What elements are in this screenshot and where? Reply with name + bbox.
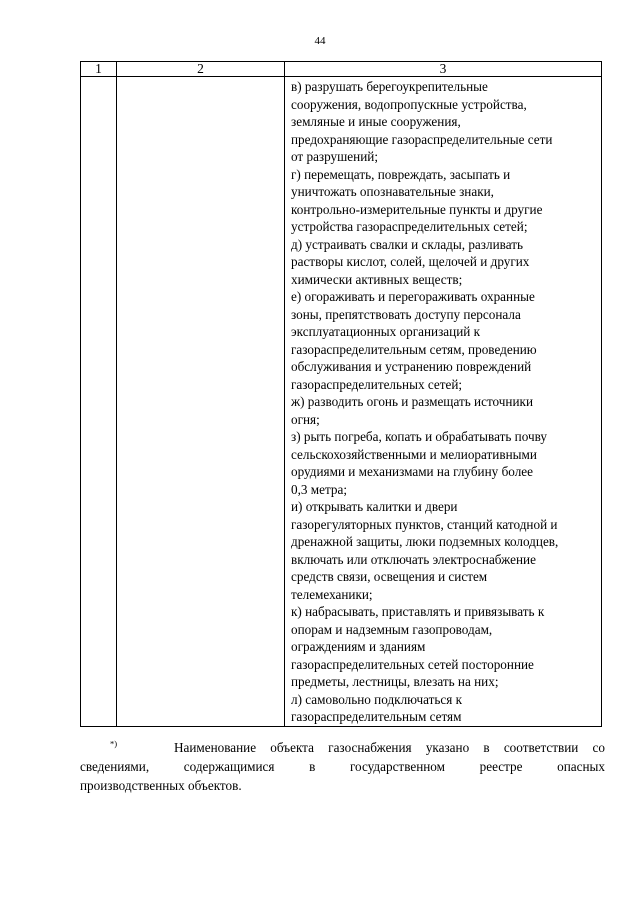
list-item: зоны, препятствовать доступу персонала <box>291 306 521 322</box>
list-item: г) перемещать, повреждать, засыпать и <box>291 166 511 182</box>
list-item: предохраняющие газораспределительные сети <box>291 131 553 147</box>
column-header-3: 3 <box>285 62 602 77</box>
list-item: контрольно-измерительные пункты и другие <box>291 201 543 217</box>
table-row <box>81 77 602 727</box>
footnote-line: производственных объектов. <box>80 778 242 793</box>
list-item: газораспределительным сетям, проведению <box>291 341 537 357</box>
prohibitions-list <box>285 77 601 726</box>
footnote <box>80 738 605 795</box>
footnote-line: сведениями, содержащимися в государственном реестре опасных <box>80 759 605 774</box>
table-cell-col3 <box>285 77 602 727</box>
list-item: ж) разводить огонь и размещать источники <box>291 394 534 409</box>
list-item: з) рыть погреба, копать и обрабатывать почву <box>291 429 547 444</box>
page-number: 44 <box>314 35 326 47</box>
requirements-table <box>80 61 602 727</box>
table-cell-col2 <box>117 77 285 727</box>
list-item: огня; <box>291 411 320 427</box>
list-item: и) открывать калитки и двери <box>291 499 458 514</box>
list-item: телемеханики; <box>291 586 373 602</box>
list-item: устройства газораспределительных сетей; <box>291 219 528 234</box>
list-item: включать или отключать электроснабжение <box>291 551 536 567</box>
list-item: опорам и надземным газопроводам, <box>291 621 493 637</box>
list-item: газораспределительных сетей посторонние <box>291 656 534 672</box>
list-item: л) самовольно подключаться к <box>291 691 463 707</box>
list-item: 0,3 метра; <box>291 481 348 497</box>
list-item: от разрушений; <box>291 149 378 164</box>
list-item: эксплуатационных организаций к <box>291 324 481 339</box>
list-item: земляные и иные сооружения, <box>291 114 461 129</box>
list-item: химически активных веществ; <box>291 271 463 287</box>
list-item: уничтожать опознавательные знаки, <box>291 184 494 199</box>
list-item: к) набрасывать, приставлять и привязывать к <box>291 604 545 619</box>
list-item: предметы, лестницы, влезать на них; <box>291 674 499 689</box>
list-item: средств связи, освещения и систем <box>291 569 488 584</box>
list-item: газорегуляторных пунктов, станций катодной и <box>291 516 558 532</box>
footnote-marker: *) <box>110 738 118 749</box>
list-item: д) устраивать свалки и склады, разливать <box>291 236 523 252</box>
footnote-text: Наименование объекта газоснабжения указано в соответствии со <box>173 740 605 755</box>
list-item: растворы кислот, солей, щелочей и других <box>291 254 530 269</box>
list-item: е) огораживать и перегораживать охранные <box>291 289 535 304</box>
column-header-2: 2 <box>117 62 285 77</box>
table-cell-col1 <box>81 77 117 727</box>
list-item: ограждениям и зданиям <box>291 639 426 654</box>
list-item: обслуживания и устранению повреждений <box>291 359 532 374</box>
list-item: газораспределительным сетям <box>291 709 462 724</box>
table-header-row <box>81 62 602 77</box>
footnote-line <box>80 738 605 757</box>
list-item: в) разрушать берегоукрепительные <box>291 79 488 94</box>
list-item: сельскохозяйственными и мелиоративными <box>291 446 537 462</box>
list-item: газораспределительных сетей; <box>291 376 463 392</box>
list-item: орудиями и механизмами на глубину более <box>291 464 533 479</box>
list-item: дренажной защиты, люки подземных колодцев, <box>291 534 559 549</box>
list-item: сооружения, водопропускные устройства, <box>291 96 527 112</box>
column-header-1: 1 <box>81 62 117 77</box>
